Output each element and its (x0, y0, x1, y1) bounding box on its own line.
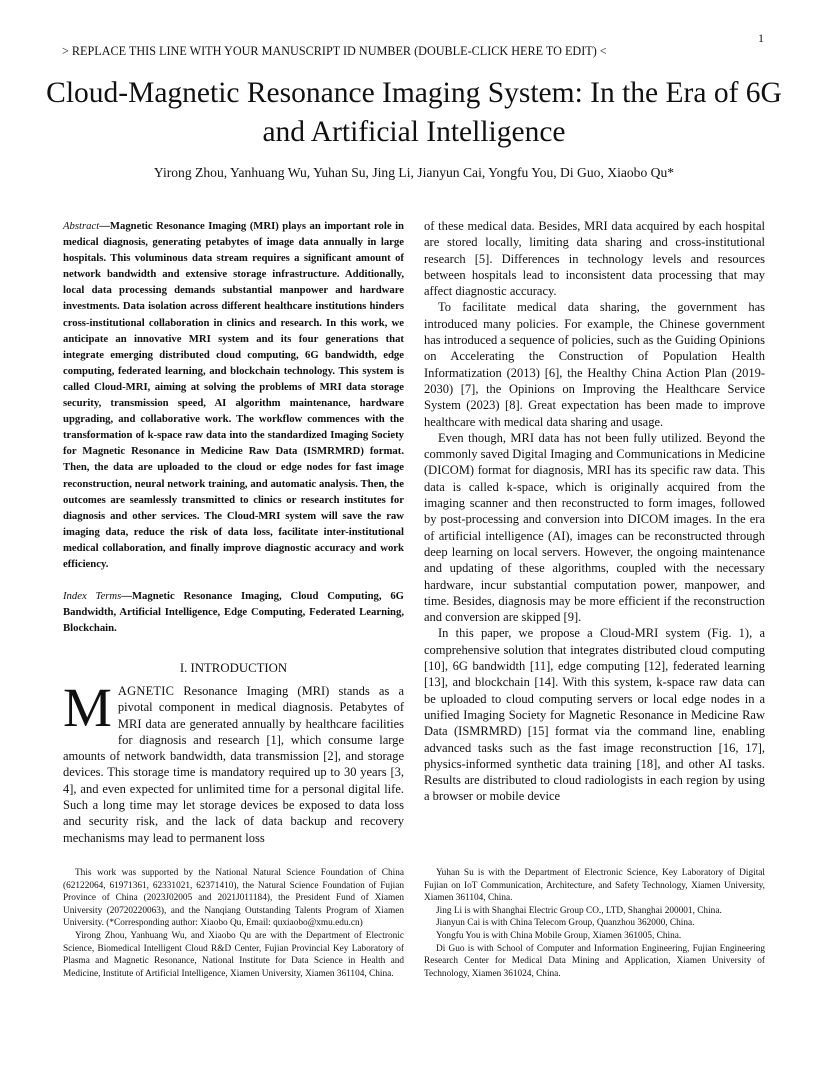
index-terms (63, 588, 404, 636)
affiliation-footnote: Yirong Zhou, Yanhuang Wu, and Xiaobo Qu are with the Department of Electronic Science, Biomedical Intelligent Cloud R&D Center, Fujian Provincial Key Laboratory of Plasma and Magnetic Resonance, National Institute for Data Science in Health and Medicine, Institute of Artificial Intelligence, Xiamen University, Xiamen 361104, China. (63, 930, 404, 979)
section-heading-introduction: I. INTRODUCTION (179, 661, 288, 675)
paper-title: Cloud-Magnetic Resonance Imaging System: In the Era of 6G and Artificial Intelligence (46, 77, 782, 148)
body-paragraph: of these medical data. Besides, MRI data acquired by each hospital are stored locally, limiting data sharing and cross-institutional research [5]. Differences in technology levels and resources between hospitals lead to inconsistent data processing that may affect diagnostic accuracy. (424, 219, 765, 299)
body-paragraph: Even though, MRI data has not been fully utilized. Beyond the commonly saved Digital Imaging and Communications in Medicine (DICOM) format for diagnosis, MRI has its specific raw data. This data is called k-space, which is originally acquired from the imaging scanner and then reconstructed to form images, followed by post-processing and conversion into DICOM images. In the era of artificial intelligence (AI), images can be reconstructed through deep learning on local servers. However, the ongoing maintenance and updating of these algorithms, coupled with the necessary hardware, incur substantial computation power, manpower, and time. Besides, diagnosis may be more efficient if the reconstruction and conversion are skipped [9]. (424, 430, 765, 625)
abstract-text: —Magnetic Resonance Imaging (MRI) plays an important role in medical diagnosis, generating petabytes of image data annually in large hospitals. This voluminous data stream requires a significant amount of network bandwidth and extensive storage infrastructure. Additionally, local data processing demands substantial manpower and hardware investments. Data isolation across different healthcare institutions hinders cross-institutional collaboration in clinics and research. In this work, we anticipate an innovative MRI system and its four generations that integrate emerging distributed cloud computing, 6G bandwidth, edge computing, federated learning, and blockchain technology. This system is called Cloud-MRI, aiming at solving the problems of MRI data storage security, transmission speed, AI algorithm maintenance, hardware upgrading, and collaborative work. The workflow commences with the transformation of k-space raw data into the standardized Imaging Society for Magnetic Resonance in Medicine Raw Data (ISMRMRD) format. Then, the data are uploaded to the cloud or edge nodes for fast image reconstruction, neural network training, and automatic analysis. Then, the outcomes are seamlessly transmitted to clinics or research institutes for diagnosis and other services. The Cloud-MRI system will save the raw imaging data, reduce the risk of data loss, facilitate inter-institutional medical collaboration, and finally improve diagnostic accuracy and work efficiency. (63, 220, 404, 570)
intro-first-word: AGNETIC (117, 684, 175, 698)
intro-text: Resonance Imaging (MRI) stands as a pivotal component in medical diagnosis. Petabytes of MRI data are generated annually by healthcare facilities for diagnosis and research [1], which consume large amounts of network bandwidth, data transmission [2], and storage devices. This storage time is mandatory required up to 30 years [3, 4], and even expected for unlimited time for a personal digital life. Such a long time may let storage devices be exposed to data loss and security risk, and the lack of data backup and recovery mechanisms may lead to permanent loss (63, 684, 404, 845)
introduction-paragraph (63, 677, 404, 846)
affiliation-footnote: Jing Li is with Shanghai Electric Group CO., LTD, Shanghai 200001, China. (436, 905, 722, 916)
affiliation-footnote: Di Guo is with School of Computer and Information Engineering, Fujian Engineering Research Center for Medical Data Mining and Application, Xiamen University of Technology, Xiamen 361024, China. (424, 943, 765, 979)
author-list: Yirong Zhou, Yanhuang Wu, Yuhan Su, Jing Li, Jianyun Cai, Yongfu You, Di Guo, Xiaobo Qu* (153, 165, 675, 180)
funding-footnote: This work was supported by the National Natural Science Foundation of China (62122064, 61971361, 62331021, 62371410), the Natural Science Foundation of Fujian Province of China (2023J02005 and 2021J011184), the President Fund of Xiamen University (20720220063), and the Nanqiang Outstanding Talents Program of Xiamen University. (*Corresponding author: Xiaobo Qu, Email: quxiaobo@xmu.edu.cn) (63, 868, 404, 929)
abstract (63, 218, 404, 572)
footnotes-right (424, 867, 765, 980)
right-column-body (424, 218, 765, 805)
drop-cap: M (63, 677, 112, 738)
page-number: 1 (758, 31, 764, 45)
affiliation-footnote: Yongfu You is with China Mobile Group, Xiamen 361005, China. (436, 930, 682, 941)
footnotes-left (63, 867, 404, 980)
manuscript-id-header[interactable]: > REPLACE THIS LINE WITH YOUR MANUSCRIPT ID NUMBER (DOUBLE-CLICK HERE TO EDIT) < (62, 44, 607, 58)
body-paragraph: To facilitate medical data sharing, the government has introduced many policies. For example, the Chinese government has introduced a sequence of policies, such as the Guiding Opinions on Accelerating the Construction of Population Health Informatization (2013) [6], the Healthy China Action Plan (2019-2030) [7], the Opinions on Improving the Healthcare Service System (2023) [8]. Great expectation has been made to improve healthcare with medical data sharing and usage. (424, 300, 765, 429)
body-paragraph: In this paper, we propose a Cloud-MRI system (Fig. 1), a comprehensive solution that integrates distributed cloud computing [10], 6G bandwidth [11], edge computing [12], federated learning [13], and blockchain [14]. With this system, k-space raw data can be uploaded to cloud computing servers or local edge nodes in a unified Imaging Society for Magnetic Resonance in Medicine Raw Data (ISMRMRD) [15] format via the command line, enabling advanced tasks such as the fast image reconstruction [16, 17], physics-informed synthetic data training [18], and other AI tasks. Results are distributed to cloud radiologists in each region by using a browser or mobile device (424, 626, 765, 804)
index-terms-text: —Magnetic Resonance Imaging, Cloud Computing, 6G Bandwidth, Artificial Intelligence, Edge Computing, Federated Learning, Blockchain. (63, 590, 404, 635)
affiliation-footnote: Yuhan Su is with the Department of Electronic Science, Key Laboratory of Digital Fujian on IoT Communication, Architecture, and Safety Technology, Xiamen University, Xiamen 361104, China. (424, 868, 765, 904)
index-terms-label: Index Terms (63, 590, 122, 602)
affiliation-footnote: Jianyun Cai is with China Telecom Group, Quanzhou 362000, China. (436, 918, 695, 929)
abstract-label: Abstract (63, 220, 100, 232)
